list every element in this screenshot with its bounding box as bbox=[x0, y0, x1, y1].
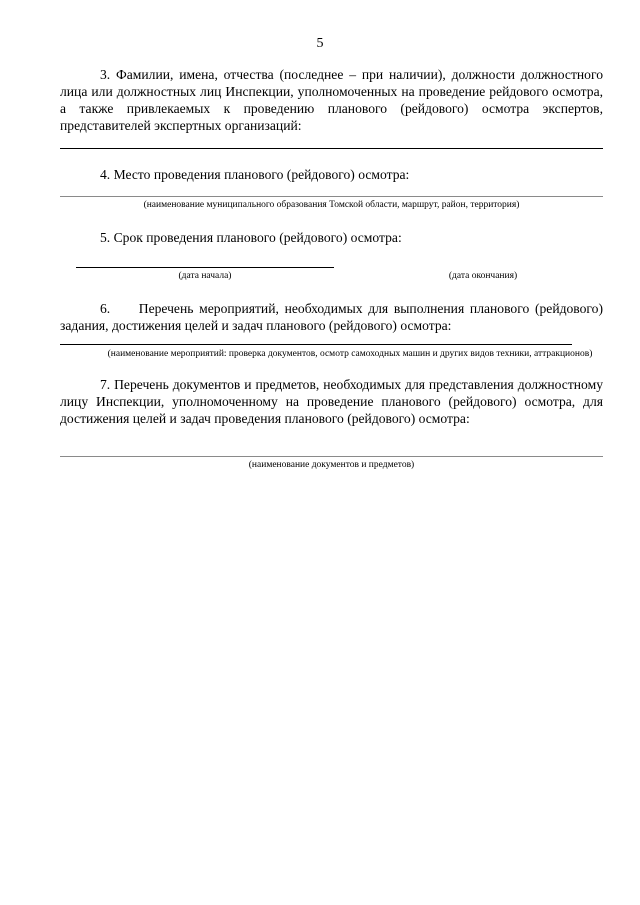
section-4-fill-line bbox=[60, 196, 603, 197]
section-6-paragraph: 6. Перечень мероприятий, необходимых для выполнения планового (рейдового) задания, достижения целей и задач планового (рейдового) осмотра: bbox=[60, 301, 603, 333]
section-7-caption: (наименование документов и предметов) bbox=[248, 460, 415, 470]
section-4-caption: (наименование муниципального образования Томской области, маршрут, район, территория) bbox=[143, 200, 520, 210]
section-6-fill-line bbox=[60, 344, 572, 345]
section-6-caption: (наименование мероприятий: проверка документов, осмотр самоходных машин и других видов техники, аттракционов) bbox=[107, 349, 593, 359]
section-7-paragraph: 7. Перечень документов и предметов, необходимых для представления должностному лицу Инспекции, уполномоченному на проведение планового (рейдового) осмотра, для достижения целей и задач проведения планового (рейдового) осмотра: bbox=[60, 377, 603, 426]
section-3-fill-line bbox=[60, 148, 603, 149]
section-5-start-date-line bbox=[76, 267, 334, 268]
section-7-fill-line bbox=[60, 456, 603, 457]
section-4-paragraph: 4. Место проведения планового (рейдового) осмотра: bbox=[100, 167, 410, 182]
section-3-paragraph: 3. Фамилии, имена, отчества (последнее – при наличии), должности должностного лица или должностных лиц Инспекции, уполномоченных на проведение рейдового осмотра, а также привлекаемых к проведению планового (рейдового) осмотра экспертов, представителей экспертных организаций: bbox=[60, 67, 603, 133]
section-5-paragraph: 5. Срок проведения планового (рейдового) осмотра: bbox=[100, 230, 402, 245]
section-5-end-caption: (дата окончания) bbox=[448, 271, 518, 281]
page-number: 5 bbox=[316, 36, 324, 51]
section-5-start-caption: (дата начала) bbox=[178, 271, 232, 281]
